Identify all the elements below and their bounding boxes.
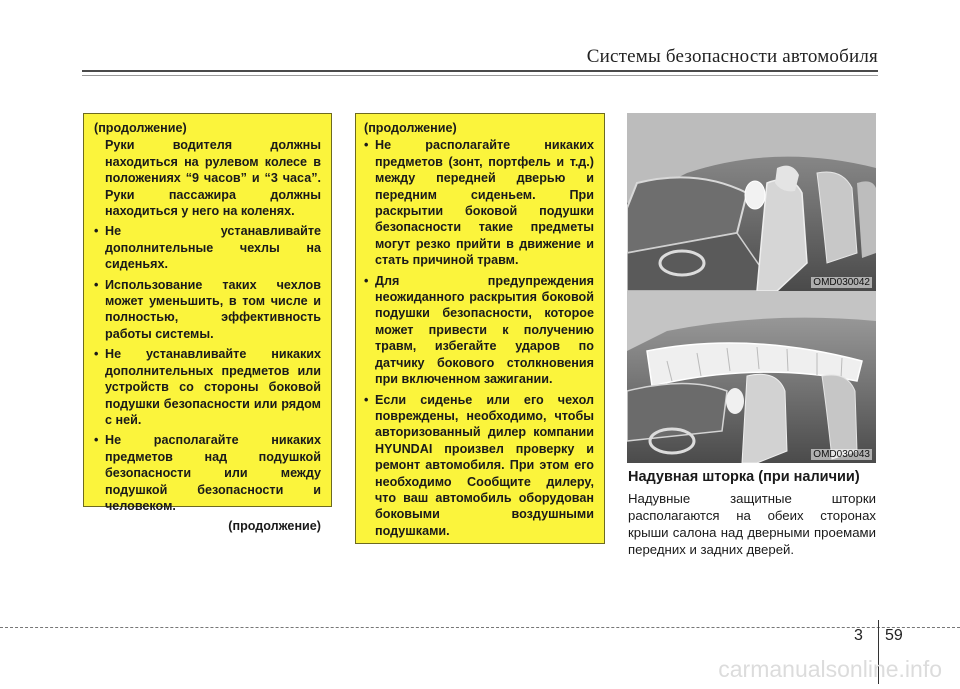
- curtain-airbag-illustration: [627, 291, 876, 463]
- warning-item: • Использование таких чехлов может уменьшить, в том числе и полностью, эффективность работы системы.: [94, 277, 321, 343]
- warning-item: • Не устанавливайте никаких дополнительных предметов или устройств со стороны боковой подушки безопасности или рядом с ней.: [94, 346, 321, 428]
- chapter-number: 3: [854, 627, 863, 644]
- warning-item: • Не устанавливайте дополнительные чехлы на сиденьях.: [94, 223, 321, 272]
- warning-item: • Если сиденье или его чехол повреждены, необходимо, чтобы авторизованный дилер компании HYUNDAI произвел проверку и ремонт автомобиля. При этом его необходимо Сообщите дилеру, что ваш автомобиль оборудован боковыми воздушными подушками.: [364, 392, 594, 540]
- section-body: Надувные защитные шторки располагаются на обеих сторонах крыши салона над дверными проемами передних и задних дверей.: [628, 491, 876, 557]
- warning-paragraph: Руки водителя должны находиться на рулевом колесе в положениях “9 часов” и “3 часа”. Руки пассажира должны находиться у него на коленях.: [105, 138, 321, 219]
- warning-item: • Не располагайте никаких предметов (зонт, портфель и т.д.) между передней дверью и передним сиденьем. При раскрытии боковой подушки безопасности такие предметы могут резко прийти в движение и стать причиной травм.: [364, 137, 594, 268]
- watermark: carmanualsonline.info: [718, 656, 942, 682]
- footer-rule: [0, 627, 960, 628]
- section-title: Надувная шторка (при наличии): [628, 469, 860, 485]
- continued-label-top: (продолжение): [94, 121, 187, 135]
- continued-label-top: (продолжение): [364, 121, 457, 135]
- warning-item: • Для предупреждения неожиданного раскрытия боковой подушки безопасности, которое может привести к получению травм, избегайте ударов по датчику бокового столкновения при включенном зажигании.: [364, 273, 594, 388]
- page-number: 59: [885, 627, 903, 644]
- header-rule-thin: [82, 75, 878, 76]
- header-rule: [82, 70, 878, 72]
- side-airbag-illustration: [627, 113, 876, 291]
- page-header-title: Системы безопасности автомобиля: [586, 46, 878, 67]
- warning-item: • Не располагайте никаких предметов над подушкой безопасности или между подушкой безопасности и человеком.: [94, 432, 321, 514]
- figure-code: OMD030043: [813, 449, 870, 460]
- warning-box-left: [83, 113, 332, 534]
- figure-code: OMD030042: [813, 277, 870, 288]
- warning-box-middle: [355, 113, 605, 544]
- continued-label-bottom: (продолжение): [228, 519, 321, 534]
